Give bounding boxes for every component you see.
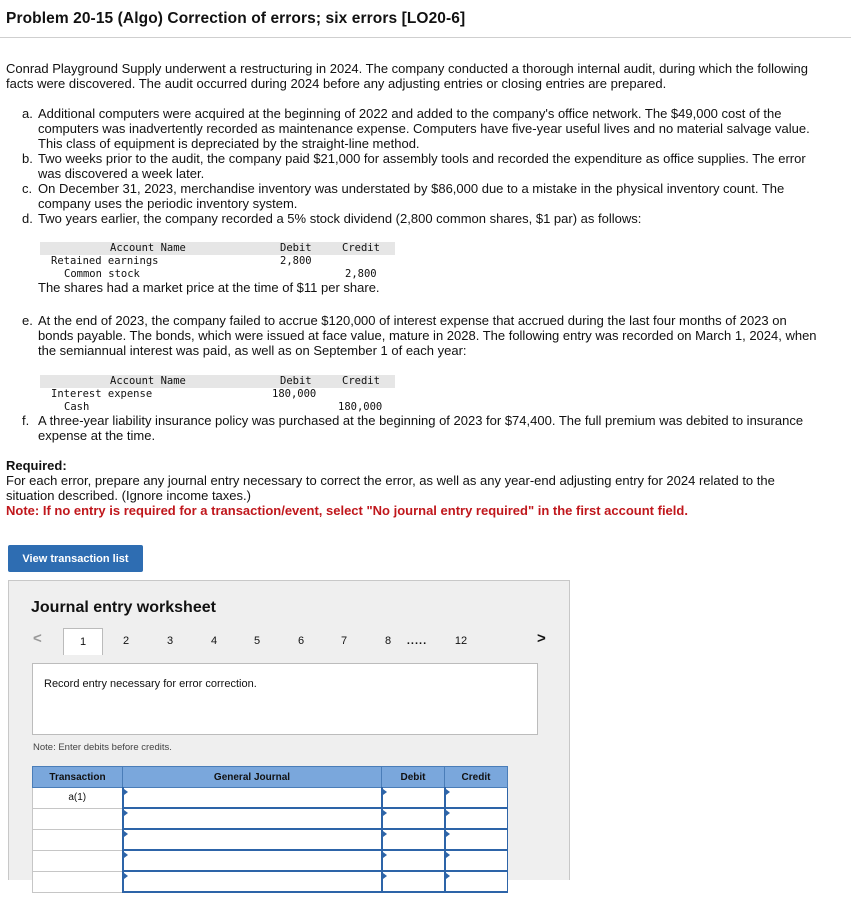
- table-header: Account Name Debit Credit: [40, 375, 395, 388]
- debit-column-header: Debit: [382, 767, 445, 788]
- entry-e-table: [40, 375, 395, 414]
- required-section: [6, 458, 826, 518]
- view-transaction-list-button[interactable]: View transaction list: [8, 545, 143, 572]
- page-tab-8[interactable]: 8: [384, 635, 392, 647]
- account-input[interactable]: [123, 871, 382, 892]
- table-row: [33, 829, 508, 850]
- page-title: Problem 20-15 (Algo) Correction of errors; six errors [LO20-6]: [6, 10, 466, 27]
- page-tab-4[interactable]: 4: [210, 635, 218, 647]
- facts-list: [22, 106, 822, 226]
- general-journal-table: [32, 766, 508, 893]
- debit-note: Note: Enter debits before credits.: [33, 742, 172, 753]
- item-f: [22, 413, 822, 443]
- journal-column-header: General Journal: [123, 767, 382, 788]
- prev-page-icon[interactable]: <: [33, 630, 42, 647]
- instruction-box: [32, 663, 538, 735]
- list-item: f. A three-year liability insurance policy was purchased at the beginning of 2023 for $74,400. The full premium was debited to insurance expense at the time.: [22, 413, 804, 443]
- credit-input[interactable]: [445, 808, 508, 829]
- debit-input[interactable]: [382, 871, 445, 892]
- transaction-cell: [33, 850, 123, 871]
- item-e: [22, 313, 822, 358]
- transaction-column-header: Transaction: [33, 767, 123, 788]
- transaction-cell: a(1): [33, 788, 123, 809]
- table-row: Cash 180,000: [64, 401, 383, 413]
- table-row: [33, 808, 508, 829]
- account-input[interactable]: [123, 850, 382, 871]
- page-tab-6[interactable]: 6: [297, 635, 305, 647]
- debit-input[interactable]: [382, 829, 445, 850]
- table-row: Interest expense 180,000: [51, 388, 317, 400]
- debit-input[interactable]: [382, 850, 445, 871]
- page-tab-12[interactable]: 12: [454, 635, 468, 647]
- list-item: a. Additional computers were acquired at the beginning of 2022 and added to the company's office network. The $49,000 cost of the computers was inadvertently recorded as maintenance expense. Computers have five-year useful lives and no material salvage value. This class of equipment is depreciated by the straight-line method.: [22, 106, 810, 151]
- list-item: c. On December 31, 2023, merchandise inventory was understated by $86,000 due to a mistake in the physical inventory count. The company uses the periodic inventory system.: [22, 181, 785, 211]
- table-header-row: [33, 767, 508, 788]
- list-item: e. At the end of 2023, the company failed to accrue $120,000 of interest expense that accrued during the last four months of 2023 on bonds payable. The bonds, which were issued at face value, mature in 2028. The following entry was recorded on March 1, 2024, when the semiannual interest was paid, as well as on September 1 of each year:: [22, 313, 817, 358]
- required-note: Note: If no entry is required for a transaction/event, select "No journal entry required" in the first account field.: [6, 503, 688, 518]
- transaction-cell: [33, 871, 123, 892]
- instruction-text: Record entry necessary for error correction.: [44, 678, 257, 690]
- account-input[interactable]: [123, 829, 382, 850]
- table-header: Account Name Debit Credit: [40, 242, 395, 255]
- page-tab-7[interactable]: 7: [340, 635, 348, 647]
- table-row: [33, 850, 508, 871]
- debit-input[interactable]: [382, 808, 445, 829]
- intro-text: Conrad Playground Supply underwent a restructuring in 2024. The company conducted a thorough internal audit, during which the following facts were discovered. The audit occurred during 2024 before any adjusting entries or closing entries are prepared.: [6, 61, 808, 91]
- next-page-icon[interactable]: >: [537, 630, 546, 647]
- transaction-cell: [33, 808, 123, 829]
- table-row: [33, 871, 508, 892]
- transaction-cell: [33, 829, 123, 850]
- list-item: d. Two years earlier, the company recorded a 5% stock dividend (2,800 common shares, $1 par) as follows:: [22, 211, 642, 226]
- page-tab-2[interactable]: 2: [122, 635, 130, 647]
- page-tab-5[interactable]: 5: [253, 635, 261, 647]
- page-tab-3[interactable]: 3: [166, 635, 174, 647]
- account-input[interactable]: [123, 808, 382, 829]
- table-row: [33, 788, 508, 809]
- worksheet-title: Journal entry worksheet: [31, 599, 216, 616]
- debit-input[interactable]: [382, 788, 445, 809]
- account-input[interactable]: [123, 788, 382, 809]
- divider: [0, 37, 851, 38]
- page-tab-1[interactable]: 1: [63, 628, 103, 655]
- table-row: Common stock 2,800: [64, 268, 377, 280]
- required-heading: Required:: [6, 458, 67, 473]
- credit-input[interactable]: [445, 788, 508, 809]
- page-ellipsis: .....: [406, 635, 428, 647]
- table-row: Retained earnings 2,800: [51, 255, 312, 267]
- entry-d-table: [40, 242, 395, 281]
- credit-input[interactable]: [445, 829, 508, 850]
- credit-input[interactable]: [445, 850, 508, 871]
- credit-column-header: Credit: [445, 767, 508, 788]
- required-text: For each error, prepare any journal entry necessary to correct the error, as well as any year-end adjusting entry for 2024 related to the situation described. (Ignore income taxes.): [6, 473, 775, 503]
- credit-input[interactable]: [445, 871, 508, 892]
- entry-d-note: The shares had a market price at the time of $11 per share.: [38, 280, 380, 295]
- journal-entry-worksheet: [8, 580, 570, 880]
- list-item: b. Two weeks prior to the audit, the company paid $21,000 for assembly tools and recorded the expenditure as office supplies. The error was discovered a week later.: [22, 151, 806, 181]
- worksheet-pager: [31, 628, 551, 654]
